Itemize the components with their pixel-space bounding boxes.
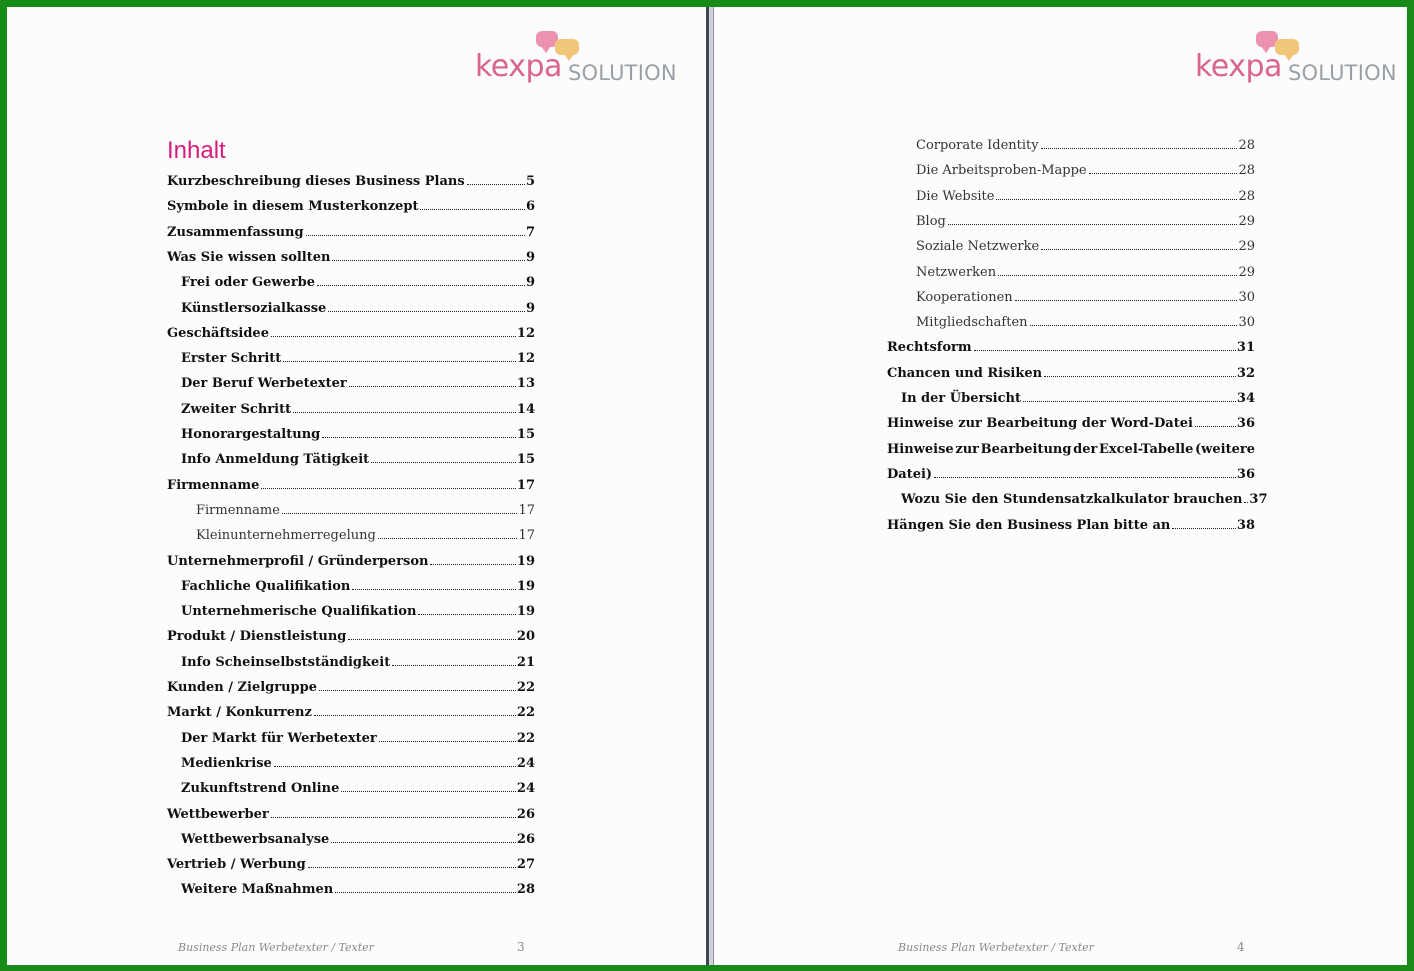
toc-dot-leader xyxy=(1023,401,1236,402)
toc-entry-page: 26 xyxy=(516,806,535,822)
toc-entry-label: Die Website xyxy=(916,188,995,204)
toc-dot-leader xyxy=(1041,249,1237,250)
toc-dot-leader xyxy=(348,639,516,640)
toc-dot-leader xyxy=(319,690,516,691)
toc-dot-leader xyxy=(974,350,1236,351)
toc-entry-label: Produkt / Dienstleistung xyxy=(167,629,347,645)
toc-dot-leader xyxy=(332,260,524,261)
toc-entry-page: 21 xyxy=(516,654,535,670)
toc-dot-leader xyxy=(314,715,516,716)
toc-entry-label: Wettbewerber xyxy=(167,806,269,822)
toc-entry-label: Unternehmerische Qualifikation xyxy=(181,604,417,620)
toc-entry[interactable] xyxy=(916,156,1255,178)
toc-entry-label: Honorargestaltung xyxy=(181,427,321,442)
toc-entry-page: 9 xyxy=(525,249,535,265)
toc-entry[interactable] xyxy=(887,359,1255,381)
toc-entry[interactable] xyxy=(167,547,535,569)
toc-entry-label: Geschäftsidee xyxy=(167,325,269,341)
toc-entry-page: 34 xyxy=(1236,391,1255,406)
toc-entry-label: Medienkrise xyxy=(181,755,272,771)
toc-entry-page: 19 xyxy=(516,604,535,620)
toc-entry-page: 31 xyxy=(1236,340,1255,356)
logo-brand-text: kexpa xyxy=(475,49,562,84)
toc-dot-leader xyxy=(1195,426,1236,427)
toc-entry[interactable] xyxy=(181,369,535,391)
toc-entry[interactable] xyxy=(167,698,535,720)
page-divider xyxy=(706,7,714,965)
toc-entry-label: Markt / Konkurrenz xyxy=(167,705,312,721)
toc-entry[interactable] xyxy=(167,167,535,189)
logo-brand-text: kexpa xyxy=(1195,49,1282,84)
toc-entry-label: Wettbewerbsanalyse xyxy=(181,831,330,847)
toc-entry-label: Unternehmerprofil / Gründerperson xyxy=(167,553,429,569)
toc-entry-label: Frei oder Gewerbe xyxy=(181,275,316,291)
toc-dot-leader xyxy=(271,336,516,337)
toc-entry-page: 27 xyxy=(516,857,535,873)
toc-dot-leader xyxy=(379,741,516,742)
toc-entry-page: 19 xyxy=(516,553,535,569)
toc-entry-label: Firmenname xyxy=(167,477,260,493)
toc-dot-leader xyxy=(1044,376,1236,377)
toc-dot-leader xyxy=(1015,300,1238,301)
toc-entry-label: Soziale Netzwerke xyxy=(916,239,1040,255)
toc-entry-page: 6 xyxy=(525,199,535,215)
toc-entry[interactable] xyxy=(887,409,1255,431)
toc-entry-page: 32 xyxy=(1236,365,1255,381)
toc-entry-page: 7 xyxy=(525,224,535,240)
toc-dot-leader xyxy=(308,867,516,868)
toc-entry[interactable] xyxy=(181,648,535,670)
toc-entry-label: Zweiter Schritt xyxy=(181,401,292,417)
toc-entry-label: Wozu Sie den Stundensatzkalkulator brauchen xyxy=(901,492,1243,508)
toc-entry[interactable] xyxy=(196,496,535,518)
toc-entry[interactable] xyxy=(167,319,535,341)
toc-dot-leader xyxy=(341,791,516,792)
toc-entry-label: Info Anmeldung Tätigkeit xyxy=(181,452,370,468)
toc-entry-page: 38 xyxy=(1236,517,1255,533)
toc-entry[interactable] xyxy=(167,622,535,644)
toc-entry-label: Der Markt für Werbetexter xyxy=(181,730,377,746)
toc-dot-leader xyxy=(430,564,515,565)
toc-dot-leader xyxy=(322,437,516,438)
toc-entry-label: Kleinunternehmerregelung xyxy=(196,528,376,544)
toc-entry-label: Symbole in diesem Musterkonzept xyxy=(167,199,419,215)
toc-entry-page: 28 xyxy=(516,882,535,898)
toc-entry-page: 29 xyxy=(1238,264,1255,280)
toc-entry-page: 15 xyxy=(516,452,535,468)
toc-entry-label: Netzwerken xyxy=(916,264,997,280)
toc-entry-label: Zusammenfassung xyxy=(167,224,304,240)
page-number: 3 xyxy=(517,940,525,954)
toc-entry-label: Blog xyxy=(916,213,946,229)
toc-entry[interactable] xyxy=(181,825,535,847)
toc-dot-leader xyxy=(328,311,525,312)
toc-entry-label: Kooperationen xyxy=(916,289,1013,305)
toc-entry-page: 24 xyxy=(516,781,535,797)
toc-entry[interactable] xyxy=(916,258,1255,280)
toc-entry-label: Der Beruf Werbetexter xyxy=(181,376,347,392)
toc-entry-page: 20 xyxy=(516,629,535,645)
toc-entry-label: Hinweise zur Bearbeitung der Word-Datei xyxy=(887,416,1193,432)
toc-entry-label: Hängen Sie den Business Plan bitte an xyxy=(887,517,1171,533)
toc-entry-page: 22 xyxy=(516,680,535,695)
toc-entry[interactable] xyxy=(181,445,535,467)
toc-dot-leader xyxy=(1172,528,1236,529)
toc-entry[interactable] xyxy=(181,875,535,897)
toc-dot-leader xyxy=(331,842,516,843)
toc-dot-leader xyxy=(317,285,525,286)
toc-entry[interactable] xyxy=(181,294,535,316)
toc-entry-page: 9 xyxy=(525,300,535,316)
toc-dot-leader xyxy=(371,462,516,463)
toc-entry[interactable] xyxy=(916,207,1255,229)
toc-heading: Inhalt xyxy=(167,137,226,164)
toc-entry[interactable] xyxy=(181,344,535,366)
kexpa-solution-logo xyxy=(1195,31,1411,91)
toc-entry-page: 17 xyxy=(518,528,535,544)
toc-entry-label: Datei) xyxy=(887,466,933,482)
toc-entry-label: Fachliche Qualifikation xyxy=(181,578,351,594)
toc-dot-leader xyxy=(1244,502,1248,503)
toc-entry-page: 19 xyxy=(516,578,535,594)
toc-dot-leader xyxy=(282,513,518,514)
toc-entry-page: 28 xyxy=(1238,188,1255,204)
toc-dot-leader xyxy=(467,184,525,185)
toc-entry-page: 5 xyxy=(525,174,535,189)
document-page-3 xyxy=(7,7,706,965)
toc-entry-page: 12 xyxy=(516,325,535,341)
toc-dot-leader xyxy=(392,665,516,666)
toc-entry-page: 30 xyxy=(1238,315,1255,331)
toc-entry[interactable] xyxy=(887,333,1255,355)
toc-entry[interactable] xyxy=(167,471,535,493)
toc-entry-page: 14 xyxy=(516,401,535,417)
toc-entry[interactable] xyxy=(181,395,535,417)
toc-entry-page: 13 xyxy=(516,376,535,392)
toc-entry[interactable] xyxy=(181,774,535,796)
toc-entry[interactable] xyxy=(167,800,535,822)
toc-entry[interactable] xyxy=(916,232,1255,254)
toc-dot-leader xyxy=(378,538,518,539)
toc-entry[interactable] xyxy=(167,850,535,872)
toc-entry-label: Info Scheinselbstständigkeit xyxy=(181,654,391,670)
toc-entry[interactable] xyxy=(181,597,535,619)
page-number: 4 xyxy=(1237,940,1245,954)
toc-entry-page: 26 xyxy=(516,831,535,847)
toc-dot-leader xyxy=(418,614,515,615)
toc-dot-leader xyxy=(274,766,516,767)
toc-entry[interactable] xyxy=(887,511,1255,533)
toc-entry-page: 29 xyxy=(1238,213,1255,229)
toc-dot-leader xyxy=(349,386,516,387)
toc-dot-leader xyxy=(948,224,1238,225)
toc-entry-label: Mitgliedschaften xyxy=(916,315,1028,331)
toc-dot-leader xyxy=(306,235,525,236)
toc-entry[interactable] xyxy=(181,572,535,594)
toc-dot-leader xyxy=(293,412,516,413)
page-footer-title: Business Plan Werbetexter / Texter xyxy=(898,941,1094,954)
toc-entry-page: 22 xyxy=(516,705,535,721)
toc-entry[interactable] xyxy=(916,283,1255,305)
toc-entry-page: 17 xyxy=(518,502,535,518)
toc-entry-page: 28 xyxy=(1238,138,1255,153)
toc-dot-leader xyxy=(352,589,516,590)
toc-entry[interactable] xyxy=(181,268,535,290)
toc-entry[interactable] xyxy=(901,485,1268,508)
toc-dot-leader xyxy=(998,275,1237,276)
toc-entry-label: Firmenname xyxy=(196,502,280,518)
toc-entry-label: Kurzbeschreibung dieses Business Plans xyxy=(167,174,465,189)
toc-entry-label: Corporate Identity xyxy=(916,138,1039,153)
toc-entry-line[interactable]: Hinweise zur Bearbeitung der Excel-Tabelle (weitere xyxy=(887,441,1255,457)
toc-entry-label: Vertrieb / Werbung xyxy=(167,857,306,873)
toc-dot-leader xyxy=(996,199,1237,200)
toc-entry-page: 28 xyxy=(1238,163,1255,179)
toc-entry-label: Die Arbeitsproben-Mappe xyxy=(916,163,1087,179)
toc-entry-page: 30 xyxy=(1238,289,1255,305)
toc-entry-page: 24 xyxy=(516,755,535,771)
toc-dot-leader xyxy=(335,892,516,893)
toc-entry-label: Was Sie wissen sollten xyxy=(167,249,331,265)
logo-sub-text: SOLUTION xyxy=(568,61,677,85)
kexpa-solution-logo xyxy=(475,31,691,91)
toc-dot-leader xyxy=(420,209,525,210)
toc-entry[interactable] xyxy=(916,182,1255,204)
toc-entry-label: Künstlersozialkasse xyxy=(181,300,327,316)
toc-entry-page: 36 xyxy=(1236,466,1255,482)
toc-entry-page: 29 xyxy=(1238,239,1255,255)
toc-entry[interactable] xyxy=(181,724,535,746)
toc-dot-leader xyxy=(271,817,516,818)
toc-entry[interactable] xyxy=(167,673,535,695)
toc-dot-leader xyxy=(261,488,516,489)
logo-sub-text: SOLUTION xyxy=(1288,61,1397,85)
toc-dot-leader xyxy=(1041,148,1238,149)
toc-entry[interactable] xyxy=(167,218,535,240)
toc-entry-label: Erster Schritt xyxy=(181,351,282,367)
toc-entry[interactable] xyxy=(901,384,1255,406)
toc-entry-label: Rechtsform xyxy=(887,340,972,356)
toc-entry-label: Weitere Maßnahmen xyxy=(181,882,334,898)
toc-entry-page: 9 xyxy=(525,275,535,291)
toc-entry-label: Chancen und Risiken xyxy=(887,365,1043,381)
toc-entry[interactable] xyxy=(887,460,1255,482)
toc-entry-page: 12 xyxy=(516,351,535,367)
toc-entry-page: 15 xyxy=(516,427,535,442)
toc-dot-leader xyxy=(1089,173,1238,174)
toc-entry-page: 17 xyxy=(516,477,535,493)
toc-entry-label: Zukunftstrend Online xyxy=(181,781,340,797)
toc-entry-label: Kunden / Zielgruppe xyxy=(167,680,318,695)
toc-dot-leader xyxy=(934,477,1236,478)
toc-entry[interactable] xyxy=(167,192,535,214)
toc-entry[interactable] xyxy=(916,131,1255,153)
toc-entry-label: In der Übersicht xyxy=(901,391,1021,406)
toc-entry[interactable] xyxy=(916,308,1255,330)
toc-dot-leader xyxy=(1030,325,1238,326)
toc-entry-page: 22 xyxy=(516,730,535,746)
page-footer-title: Business Plan Werbetexter / Texter xyxy=(178,941,374,954)
toc-entry-page: 36 xyxy=(1236,416,1255,432)
toc-entry[interactable] xyxy=(196,521,535,543)
document-page-4 xyxy=(714,7,1407,965)
toc-entry[interactable] xyxy=(167,243,535,265)
toc-dot-leader xyxy=(283,361,516,362)
toc-entry[interactable] xyxy=(181,420,535,442)
toc-entry-page: 37 xyxy=(1249,492,1268,508)
toc-entry[interactable] xyxy=(181,749,535,771)
